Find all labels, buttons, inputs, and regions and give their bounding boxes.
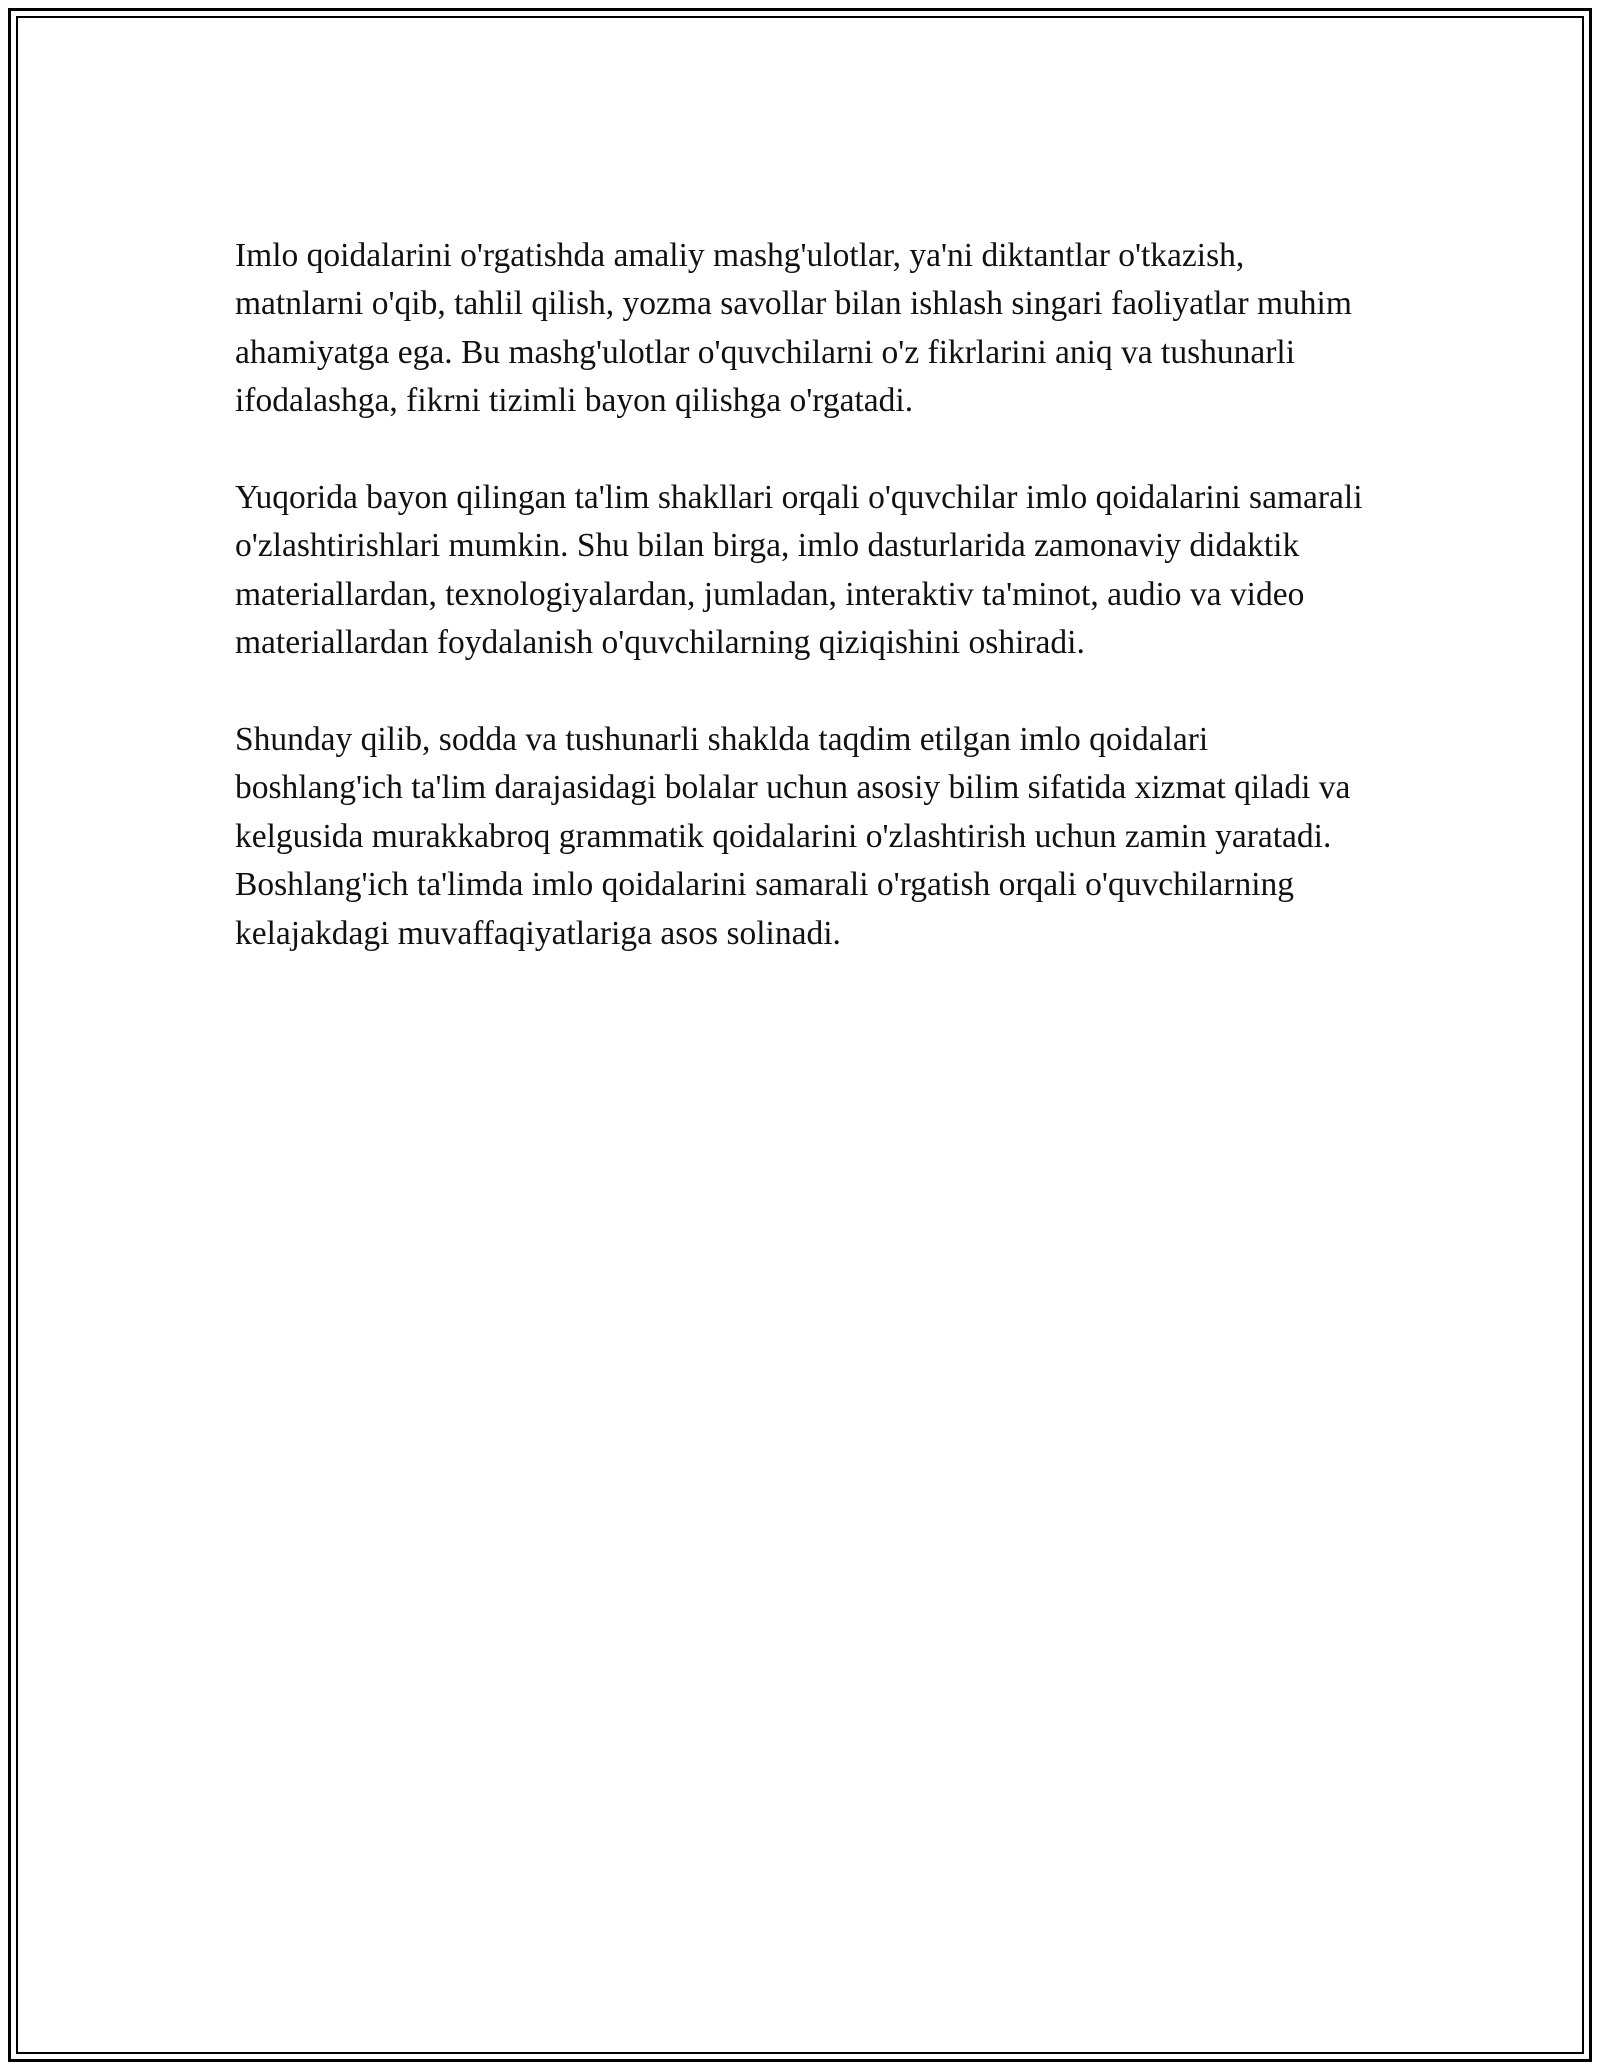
document-body bbox=[235, 232, 1375, 1006]
paragraph-3: Shunday qilib, sodda va tushunarli shaklda taqdim etilgan imlo qoidalari boshlang'ich ta'lim darajasidagi bolalar uchun asosiy bilim sifatida xizmat qiladi va kelgusida murakkabroq grammatik qoidalarini o'zlashtirish uchun zamin yaratadi. Boshlang'ich ta'limda imlo qoidalarini samarali o'rgatish orqali o'quvchilarning kelajakdagi muvaffaqiyatlariga asos solinadi. bbox=[235, 721, 1351, 952]
paragraph-2: Yuqorida bayon qilingan ta'lim shakllari orqali o'quvchilar imlo qoidalarini samarali o'zlashtirishlari mumkin. Shu bilan birga, imlo dasturlarida zamonaviy didaktik materiallardan, texnologiyalardan, jumladan, interaktiv ta'minot, audio va video materiallardan foydalanish o'quvchilarning qiziqishini oshiradi. bbox=[235, 479, 1363, 662]
paragraph-1: Imlo qoidalarini o'rgatishda amaliy mashg'ulotlar, ya'ni diktantlar o'tkazish, matnlarni o'qib, tahlil qilish, yozma savollar bilan ishlash singari faoliyatlar muhim ahamiyatga ega. Bu mashg'ulotlar o'quvchilarni o'z fikrlarini aniq va tushunarli ifodalashga, fikrni tizimli bayon qilishga o'rgatadi. bbox=[235, 237, 1352, 420]
